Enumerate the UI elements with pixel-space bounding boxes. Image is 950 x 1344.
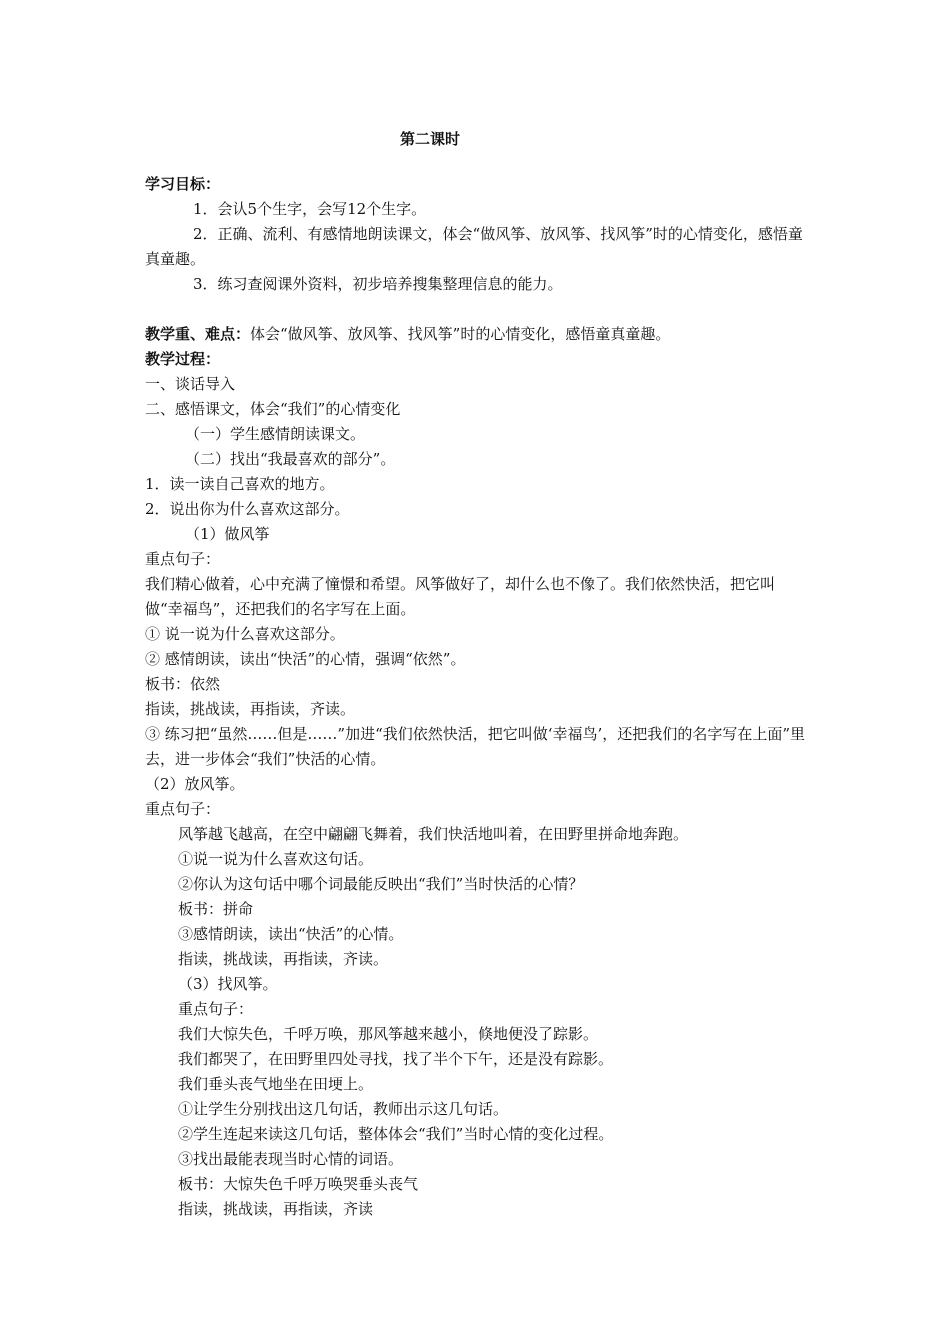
process-line: 重点句子：: [145, 800, 221, 818]
process-line: 板书：大惊失色千呼万唤哭垂头丧气: [178, 1175, 419, 1193]
goal-item-1: 1．会认5个生字，会写12个生字。: [193, 200, 427, 218]
process-line: 我们大惊失色，千呼万唤，那风筝越来越小，倏地便没了踪影。: [178, 1025, 599, 1043]
page-title: 第二课时: [399, 130, 460, 148]
goal-item-3: 3．练习查阅课外资料，初步培养搜集整理信息的能力。: [193, 275, 563, 293]
focus-text: 体会“做风筝、放风筝、找风筝”时的心情变化，感悟童真童趣。: [250, 325, 671, 343]
process-line: ② 感情朗读，读出“快活”的心情，强调“依然”。: [145, 650, 466, 668]
process-line: ③找出最能表现当时心情的词语。: [178, 1150, 404, 1168]
process-line: 板书：拼命: [178, 900, 254, 918]
process-line: 指读，挑战读，再指读，齐读。: [178, 950, 389, 968]
process-line: 风筝越飞越高，在空中翩翩飞舞着，我们快活地叫着，在田野里拼命地奔跑。: [178, 825, 689, 843]
goal-item-2: 2．正确、流利、有感情地朗读课文，体会“做风筝、放风筝、找风筝”时的心情变化，感悟童真童趣。: [145, 225, 803, 268]
focus-heading: 教学重、难点：: [145, 325, 251, 343]
process-line: ②学生连起来读这几句话，整体体会“我们”当时心情的变化过程。: [178, 1125, 614, 1143]
focus-paragraph: [145, 322, 810, 347]
process-line: ①说一说为什么喜欢这句话。: [178, 850, 374, 868]
process-line: 我们垂头丧气地坐在田埂上。: [178, 1075, 374, 1093]
process-heading: 教学过程：: [145, 350, 221, 368]
process-line: 2．说出你为什么喜欢这部分。: [145, 500, 350, 518]
goals-heading: 学习目标：: [145, 175, 221, 193]
document-body: [145, 172, 810, 1222]
process-line: 板书：依然: [145, 675, 221, 693]
process-line: 指读，挑战读，再指读，齐读: [178, 1200, 374, 1218]
process-line: （二）找出“我最喜欢的部分”。: [185, 450, 396, 468]
process-line: 一、谈话导入: [145, 375, 236, 393]
process-line: 重点句子：: [145, 550, 221, 568]
process-line: 二、感悟课文，体会“我们”的心情变化: [145, 400, 401, 418]
process-line: ①让学生分别找出这几句话，教师出示这几句话。: [178, 1100, 509, 1118]
process-line: 我们都哭了，在田野里四处寻找，找了半个下午，还是没有踪影。: [178, 1050, 614, 1068]
process-line: ③ 练习把“虽然……但是……”加进“我们依然快活，把它叫做‘幸福鸟’，还把我们的名字写在上面”里去，进一步体会“我们”快活的心情。: [145, 725, 805, 768]
spacer: [145, 297, 810, 322]
process-line: （一）学生感情朗读课文。: [185, 425, 366, 443]
process-line: 1．读一读自己喜欢的地方。: [145, 475, 335, 493]
process-line: （2）放风筝。: [145, 775, 245, 793]
process-line: （1）做风筝: [185, 525, 270, 543]
process-line: ③感情朗读，读出“快活”的心情。: [178, 925, 404, 943]
process-line: 指读，挑战读，再指读，齐读。: [145, 700, 356, 718]
process-line: ① 说一说为什么喜欢这部分。: [145, 625, 345, 643]
process-line: （3）找风筝。: [178, 975, 278, 993]
process-line: ②你认为这句话中哪个词最能反映出“我们”当时快活的心情？: [178, 875, 584, 893]
process-line: 我们精心做着，心中充满了憧憬和希望。风筝做好了，却什么也不像了。我们依然快活，把它叫做“幸福鸟”，还把我们的名字写在上面。: [145, 575, 776, 618]
process-line: 重点句子：: [178, 1000, 254, 1018]
